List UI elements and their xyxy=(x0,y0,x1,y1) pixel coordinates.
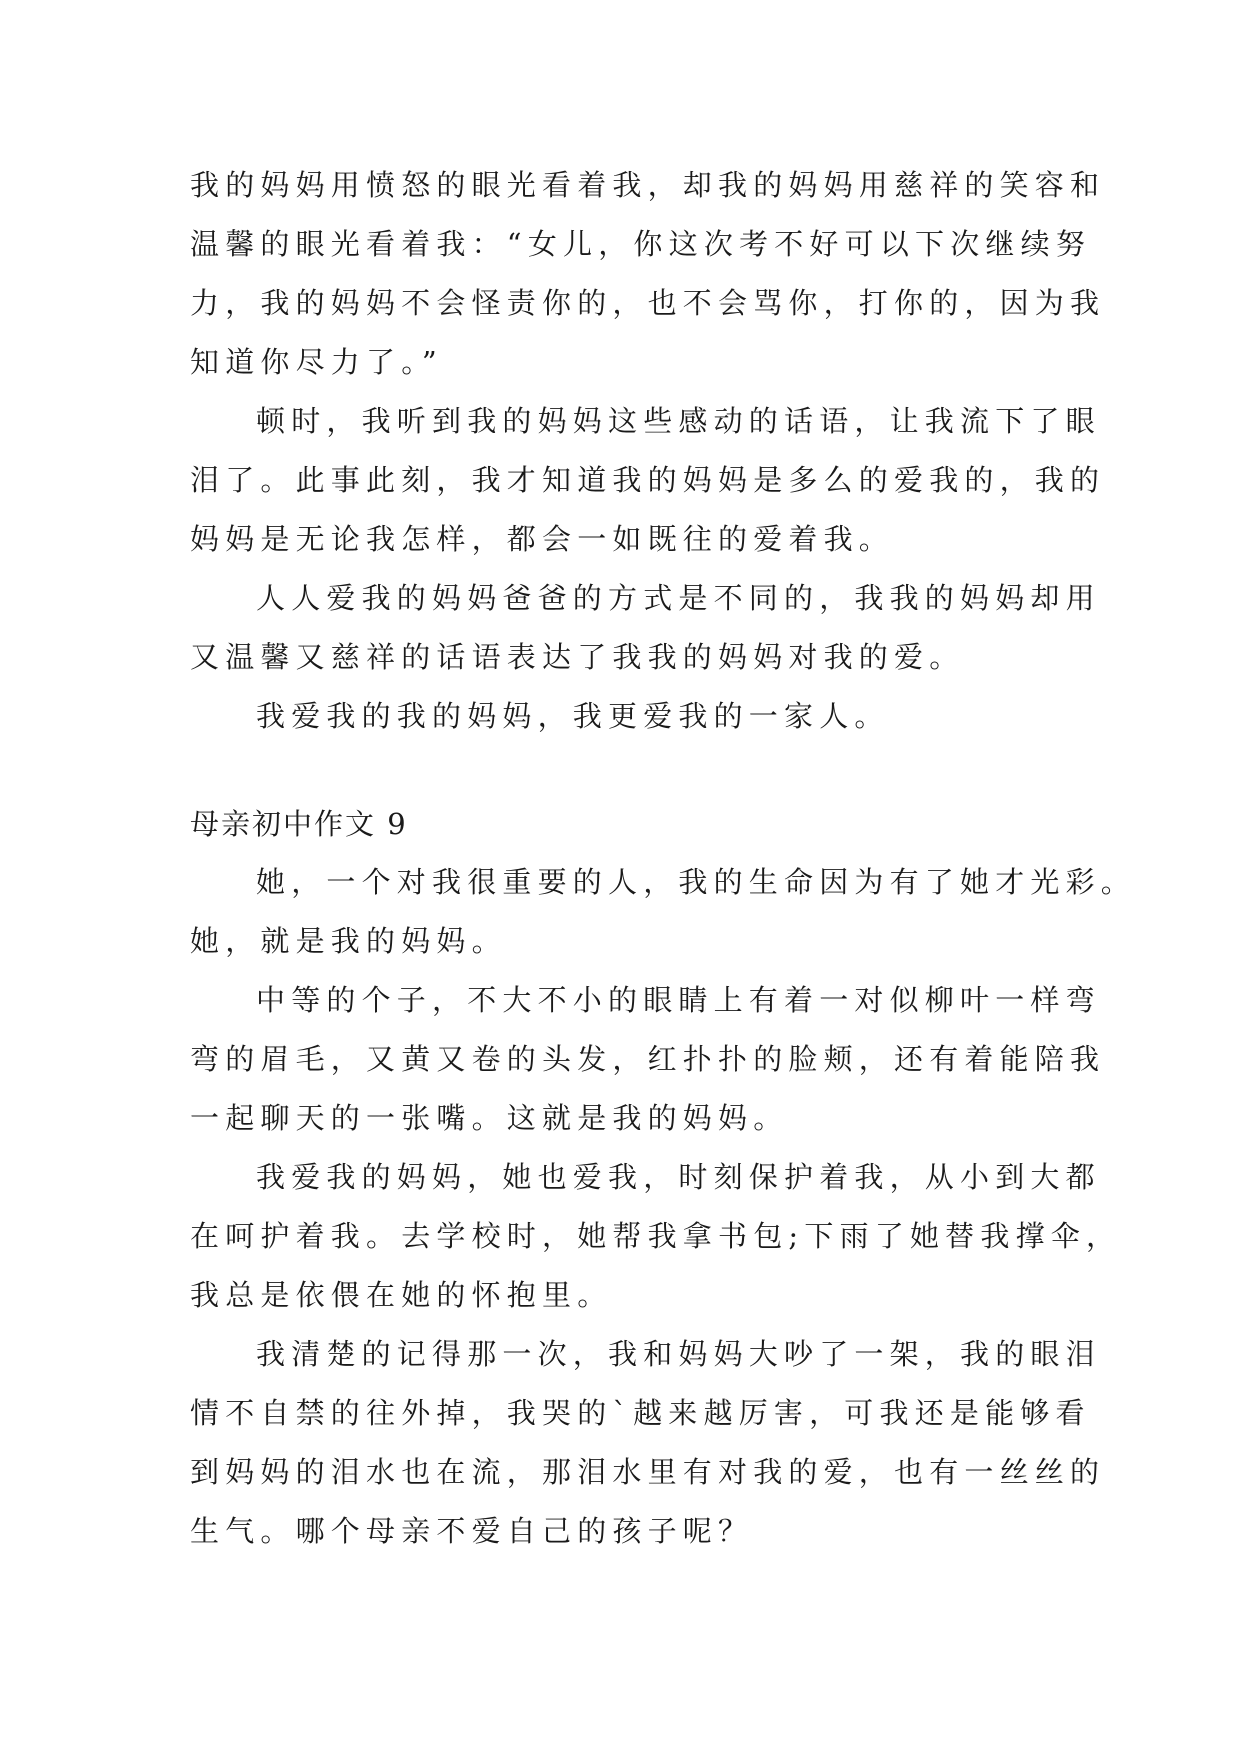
paragraph-line: 我爱我的我的妈妈，我更爱我的一家人。 xyxy=(256,699,890,733)
paragraph-line: 我的妈妈用愤怒的眼光看着我，却我的妈妈用慈祥的笑容和 xyxy=(190,168,1106,202)
paragraph-line: 在呵护着我。去学校时，她帮我拿书包;下雨了她替我撑伞， xyxy=(190,1219,1122,1253)
paragraph-line: 一起聊天的一张嘴。这就是我的妈妈。 xyxy=(190,1101,789,1135)
paragraph-line: 我总是依偎在她的怀抱里。 xyxy=(190,1278,613,1312)
paragraph-line: 又温馨又慈祥的话语表达了我我的妈妈对我的爱。 xyxy=(190,640,965,674)
paragraph-line: 她，一个对我很重要的人，我的生命因为有了她才光彩。 xyxy=(256,865,1137,899)
paragraph-line: 到妈妈的泪水也在流，那泪水里有对我的爱，也有一丝丝的 xyxy=(190,1455,1106,1489)
paragraph-line: 人人爱我的妈妈爸爸的方式是不同的，我我的妈妈却用 xyxy=(256,581,1101,615)
paragraph-line: 情不自禁的往外掉，我哭的`越来越厉害，可我还是能够看 xyxy=(190,1396,1091,1430)
paragraph-line: 弯的眉毛，又黄又卷的头发，红扑扑的脸颊，还有着能陪我 xyxy=(190,1042,1106,1076)
paragraph-line: 温馨的眼光看着我：“女儿，你这次考不好可以下次继续努 xyxy=(190,227,1092,261)
paragraph-line: 生气。哪个母亲不爱自己的孩子呢？ xyxy=(190,1514,754,1548)
paragraph-line: 妈妈是无论我怎样，都会一如既往的爱着我。 xyxy=(190,522,895,556)
essay-heading: 母亲初中作文 9 xyxy=(190,807,408,841)
paragraph-line: 我爱我的妈妈，她也爱我，时刻保护着我，从小到大都 xyxy=(256,1160,1101,1194)
paragraph-line: 顿时，我听到我的妈妈这些感动的话语，让我流下了眼 xyxy=(256,404,1101,438)
paragraph-line: 力，我的妈妈不会怪责你的，也不会骂你，打你的，因为我 xyxy=(190,286,1106,320)
paragraph-line: 她，就是我的妈妈。 xyxy=(190,924,507,958)
paragraph-line: 中等的个子，不大不小的眼睛上有着一对似柳叶一样弯 xyxy=(256,983,1101,1017)
paragraph-line: 知道你尽力了。” xyxy=(190,345,443,379)
paragraph-line: 我清楚的记得那一次，我和妈妈大吵了一架，我的眼泪 xyxy=(256,1337,1101,1371)
paragraph-line: 泪了。此事此刻，我才知道我的妈妈是多么的爱我的，我的 xyxy=(190,463,1106,497)
